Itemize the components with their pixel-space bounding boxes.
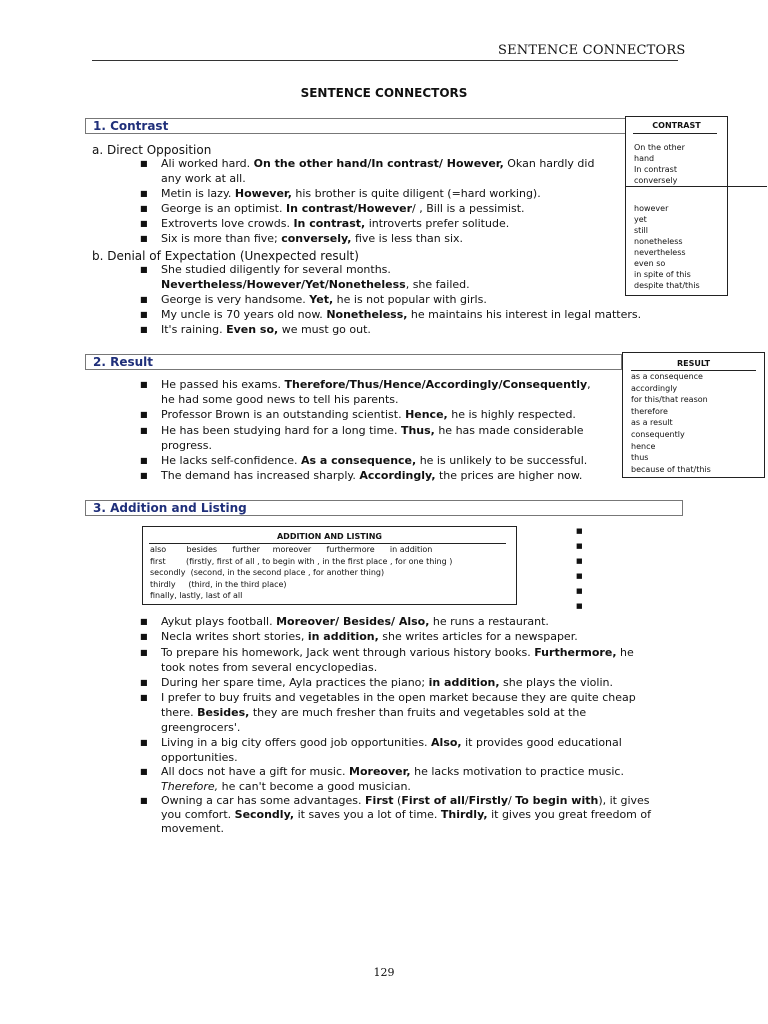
bullet-icon: ■: [140, 410, 148, 419]
example-line: [161, 691, 636, 705]
section-result-label: 2. Result: [93, 355, 153, 369]
section-contrast-header: [85, 118, 630, 134]
connector-list-item: thus: [631, 453, 649, 463]
sentence-text: All docs not have a gift for music.: [161, 765, 350, 778]
sentence-text: Aykut plays football.: [161, 615, 277, 628]
contrast-connectors-box: [625, 116, 728, 296]
connector-keyword: Nonetheless,: [326, 308, 408, 321]
bullet-icon: ■: [140, 310, 148, 319]
sentence-text: The demand has increased sharply.: [161, 469, 360, 482]
bullet-icon: ■: [140, 265, 148, 274]
connector-list-item: also besides further moreover furthermore in addition: [150, 545, 433, 554]
sentence-text: He lacks self-confidence.: [161, 454, 301, 467]
bullet-icon: ■: [140, 426, 148, 435]
page-number: 129: [373, 966, 395, 979]
connector-keyword: Thirdly,: [440, 808, 488, 821]
sentence-text: took notes from several encyclopedias.: [161, 661, 378, 674]
sentence-text: you comfort.: [161, 808, 235, 821]
section-result-header: [85, 354, 622, 370]
result-box-items: [631, 371, 711, 475]
example-line: [161, 217, 509, 231]
connector-keyword: Moreover,: [349, 765, 411, 778]
connector-keyword: Thus,: [400, 424, 435, 437]
example-line: [161, 630, 578, 644]
example-line: [161, 794, 650, 808]
sentence-text: there.: [161, 706, 198, 719]
example-line: [161, 676, 613, 690]
contrast-box-rule: [633, 133, 717, 134]
example-line: [161, 454, 587, 468]
example-line: [161, 751, 238, 765]
result-box-title: RESULT: [676, 359, 711, 368]
connector-list-item: accordingly: [631, 383, 678, 393]
connector-list-item: thirdly (third, in the third place): [150, 579, 287, 589]
bullet-icon: ■: [140, 738, 148, 747]
example-line: [161, 615, 549, 629]
addition-table-rows: [150, 544, 452, 602]
sentence-text: She studied diligently for several months.: [161, 263, 391, 276]
bullet-icon: ■: [140, 204, 148, 213]
connector-list-item: because of that/this: [631, 464, 711, 474]
sentence-text: Extroverts love crowds.: [161, 217, 294, 230]
sentence-text: he had some good news to tell his parents.: [161, 393, 399, 406]
bullet-icon: ■: [140, 693, 148, 702]
bullet-icon: ■: [140, 159, 148, 168]
connector-keyword: Firstly: [468, 794, 509, 807]
section-addition-header: [85, 500, 683, 516]
connector-keyword: To begin with: [515, 794, 599, 807]
example-line: [161, 157, 594, 171]
connector-list-item: first (firstly, first of all , to begin with , in the first place , for one thing ): [150, 556, 453, 566]
connector-keyword: On the other hand/In contrast/ However,: [253, 157, 504, 170]
sentence-text: He has been studying hard for a long time.: [161, 424, 401, 437]
bullet-icon: ■: [140, 234, 148, 243]
connector-list-item: despite that/this: [634, 281, 700, 290]
example-line: [161, 278, 470, 292]
example-line: [161, 308, 641, 322]
example-line: [161, 822, 224, 836]
example-line: [161, 706, 586, 720]
sentence-text: Owning a car has some advantages.: [161, 794, 366, 807]
connector-keyword: Even so,: [226, 323, 279, 336]
sentence-text: she writes articles for a newspaper.: [378, 630, 578, 643]
connector-list-item: secondly (second, in the second place , for another thing): [150, 568, 385, 577]
connector-list-item: in spite of this: [634, 270, 691, 279]
sentence-text: he can't become a good musician.: [218, 780, 411, 793]
sentence-text: Therefore,: [161, 780, 219, 793]
example-line: [161, 661, 377, 675]
example-line: [161, 263, 391, 277]
connector-keyword: in addition,: [307, 630, 379, 643]
connector-list-item: On the other: [634, 143, 685, 152]
sentence-text: To prepare his homework, Jack went through various history books.: [161, 646, 535, 659]
connector-list-item: yet: [634, 215, 647, 224]
connector-keyword: Secondly,: [234, 808, 295, 821]
sentence-text: he has made considerable: [434, 424, 584, 437]
connector-keyword: Therefore/Thus/Hence/Accordingly/Consequently: [284, 378, 588, 391]
example-line: [161, 736, 622, 750]
subheading-denial-of-expectation: b. Denial of Expectation (Unexpected result): [92, 249, 359, 263]
example-line: [161, 202, 525, 216]
connector-list-item: hand: [634, 154, 655, 163]
example-line: [161, 187, 541, 201]
connector-list-item: conversely: [634, 176, 678, 185]
connector-list-item: therefore: [631, 406, 668, 416]
header-rule: [92, 60, 678, 61]
section-addition-label: 3. Addition and Listing: [93, 501, 247, 515]
sentence-text: Okan hardly did: [503, 157, 595, 170]
bullet-icon: ■: [576, 557, 583, 565]
contrast-box-group-2: [634, 203, 700, 291]
connector-list-item: In contrast: [634, 165, 677, 174]
bullet-icon: ■: [140, 617, 148, 626]
connector-list-item: finally, lastly, last of all: [150, 591, 243, 600]
example-line: [161, 721, 240, 735]
connector-list-item: as a consequence: [631, 372, 703, 381]
connector-list-item: for this/that reason: [631, 395, 708, 405]
connector-list-item: as a result: [631, 418, 673, 428]
sentence-text: he is not popular with girls.: [333, 293, 487, 306]
connector-keyword: Accordingly,: [359, 469, 436, 482]
bullet-icon: ■: [140, 767, 148, 776]
sentence-text: he: [616, 646, 634, 659]
sentence-text: progress.: [161, 439, 212, 452]
running-header: SENTENCE CONNECTORS: [498, 43, 686, 58]
sentence-text: we must go out.: [278, 323, 371, 336]
example-line: [161, 293, 487, 307]
connector-list-item: consequently: [631, 429, 685, 439]
connector-list-item: still: [634, 226, 648, 235]
page-title: SENTENCE CONNECTORS: [300, 86, 468, 100]
bullet-icon: ■: [140, 325, 148, 334]
addition-listing-table: [142, 526, 517, 605]
example-line: [161, 232, 463, 246]
sentence-text: he runs a restaurant.: [429, 615, 549, 628]
connector-keyword: Also,: [431, 736, 462, 749]
contrast-box-title: CONTRAST: [652, 121, 701, 130]
connector-keyword: As a consequence,: [300, 454, 417, 467]
bullet-icon: ■: [140, 678, 148, 687]
sentence-text: any work at all.: [161, 172, 246, 185]
connector-list-item: nonetheless: [634, 237, 683, 246]
example-line: [161, 424, 584, 438]
example-line: [161, 765, 624, 779]
connector-list-item: nevertheless: [634, 248, 686, 257]
connector-keyword: In contrast/However: [285, 202, 413, 215]
example-line: [161, 378, 591, 392]
sentence-text: /: [464, 794, 469, 807]
connector-keyword: Hence,: [405, 408, 448, 421]
bullet-icon: ■: [140, 380, 148, 389]
example-line: [161, 408, 576, 422]
sentence-text: My uncle is 70 years old now.: [161, 308, 327, 321]
sentence-text: she plays the violin.: [499, 676, 613, 689]
sentence-text: movement.: [161, 822, 224, 835]
sentence-text: his brother is quite diligent (=hard working).: [291, 187, 541, 200]
sentence-text: they are much fresher than fruits and vegetables sold at the: [249, 706, 587, 719]
example-line: [161, 393, 399, 407]
contrast-box-divider: [625, 186, 767, 187]
sentence-text: (: [393, 794, 402, 807]
connector-keyword: Furthermore,: [534, 646, 617, 659]
empty-bullet-column: [576, 524, 583, 614]
sentence-text: introverts prefer solitude.: [365, 217, 510, 230]
connector-list-item: even so: [634, 259, 666, 268]
example-line: [161, 646, 634, 660]
connector-keyword: conversely,: [281, 232, 352, 245]
connector-list-item: hence: [631, 441, 656, 451]
sentence-text: George is very handsome.: [161, 293, 310, 306]
bullet-icon: ■: [140, 295, 148, 304]
sentence-text: Necla writes short stories,: [161, 630, 308, 643]
bullet-icon: ■: [140, 219, 148, 228]
connector-keyword: In contrast,: [293, 217, 366, 230]
sentence-text: Ali worked hard.: [161, 157, 254, 170]
connector-keyword: However,: [234, 187, 292, 200]
sentence-text: Metin is lazy.: [161, 187, 235, 200]
result-connectors-box: [622, 352, 765, 478]
connector-keyword: Besides,: [197, 706, 250, 719]
sentence-text: he lacks motivation to practice music.: [410, 765, 624, 778]
example-line: [161, 439, 212, 453]
bullet-icon: ■: [576, 572, 583, 580]
bullet-icon: ■: [576, 587, 583, 595]
sentence-text: George is an optimist.: [161, 202, 286, 215]
bullet-icon: ■: [576, 602, 583, 610]
sentence-text: the prices are higher now.: [435, 469, 583, 482]
bullet-icon: ■: [576, 542, 583, 550]
contrast-box-group-1: [634, 142, 685, 186]
connector-keyword: First: [365, 794, 394, 807]
sentence-text: He passed his exams.: [161, 378, 285, 391]
bullet-icon: ■: [140, 456, 148, 465]
sentence-text: opportunities.: [161, 751, 238, 764]
sentence-text: greengrocers'.: [161, 721, 241, 734]
sentence-text: Professor Brown is an outstanding scientist.: [161, 408, 406, 421]
connector-keyword: Moreover/ Besides/ Also,: [276, 615, 430, 628]
sentence-text: it gives you great freedom of: [487, 808, 651, 821]
sentence-text: During her spare time, Ayla practices the piano;: [161, 676, 429, 689]
sentence-text: he maintains his interest in legal matters.: [407, 308, 642, 321]
bullet-icon: ■: [140, 189, 148, 198]
section-contrast-label: 1. Contrast: [93, 119, 169, 133]
sentence-text: /: [508, 794, 516, 807]
example-line: [161, 323, 371, 337]
connector-keyword: in addition,: [428, 676, 500, 689]
sentence-text: It's raining.: [161, 323, 227, 336]
sentence-text: , she failed.: [405, 278, 470, 291]
sentence-text: it provides good educational: [461, 736, 622, 749]
sentence-text: it saves you a lot of time.: [294, 808, 441, 821]
sentence-text: he is unlikely to be successful.: [416, 454, 588, 467]
sentence-text: ,: [587, 378, 591, 391]
bullet-icon: ■: [140, 632, 148, 641]
bullet-icon: ■: [140, 796, 148, 805]
sentence-text: five is less than six.: [351, 232, 464, 245]
sentence-text: Six is more than five;: [161, 232, 282, 245]
sentence-text: / , Bill is a pessimist.: [412, 202, 525, 215]
connector-keyword: Nevertheless/However/Yet/Nonetheless: [161, 278, 406, 291]
sentence-text: I prefer to buy fruits and vegetables in the open market because they are quite cheap: [161, 691, 636, 704]
connector-keyword: Yet,: [309, 293, 334, 306]
sentence-text: Living in a big city offers good job opportunities.: [161, 736, 432, 749]
sentence-text: ), it gives: [598, 794, 650, 807]
example-line: [161, 780, 411, 794]
bullet-icon: ■: [140, 648, 148, 657]
subheading-direct-opposition: a. Direct Opposition: [92, 143, 212, 157]
bullet-icon: ■: [576, 527, 583, 535]
bullet-icon: ■: [140, 471, 148, 480]
addition-table-title: ADDITION AND LISTING: [276, 532, 382, 541]
example-line: [161, 808, 651, 822]
sentence-text: he is highly respected.: [447, 408, 576, 421]
connector-list-item: however: [634, 204, 669, 213]
example-line: [161, 469, 582, 483]
connector-keyword: First of all: [401, 794, 465, 807]
example-line: [161, 172, 246, 186]
